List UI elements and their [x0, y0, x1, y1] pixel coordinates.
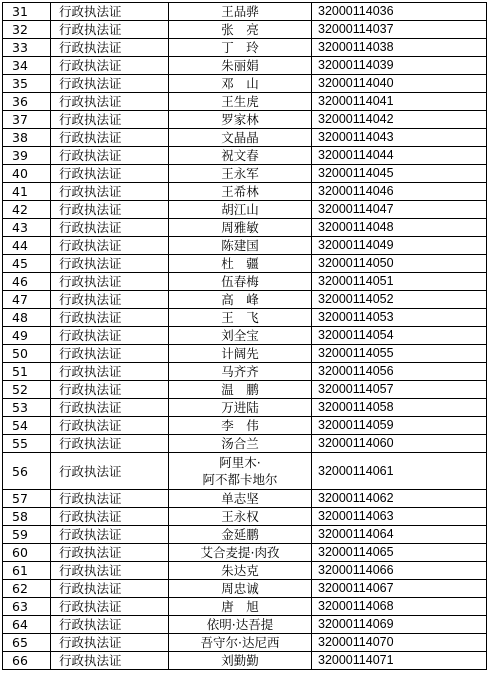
table-row	[3, 111, 487, 129]
certificate-type-cell: 行政执法证	[51, 21, 169, 39]
table-row	[3, 562, 487, 580]
holder-name-cell: 高 峰	[169, 291, 312, 309]
table-row	[3, 580, 487, 598]
table-row	[3, 255, 487, 273]
row-number-cell: 58	[3, 508, 51, 526]
table-row	[3, 616, 487, 634]
row-number-cell: 51	[3, 363, 51, 381]
holder-name-cell: 丁 玲	[169, 39, 312, 57]
certificate-type-cell: 行政执法证	[51, 490, 169, 508]
row-number-cell: 49	[3, 327, 51, 345]
certificate-type-cell: 行政执法证	[51, 562, 169, 580]
row-number-cell: 42	[3, 201, 51, 219]
holder-name-cell: 李 伟	[169, 417, 312, 435]
row-number-cell: 61	[3, 562, 51, 580]
certificate-number-cell: 32000114071	[312, 652, 487, 670]
holder-name-cell: 张 亮	[169, 21, 312, 39]
table-row	[3, 273, 487, 291]
row-number-cell: 37	[3, 111, 51, 129]
certificate-number-cell: 32000114054	[312, 327, 487, 345]
certificate-type-cell: 行政执法证	[51, 291, 169, 309]
row-number-cell: 40	[3, 165, 51, 183]
certificate-type-cell: 行政执法证	[51, 381, 169, 399]
table-row	[3, 21, 487, 39]
table-row	[3, 237, 487, 255]
certificate-number-cell: 32000114045	[312, 165, 487, 183]
table-row	[3, 508, 487, 526]
holder-name-cell: 万进陆	[169, 399, 312, 417]
row-number-cell: 54	[3, 417, 51, 435]
certificate-number-cell: 32000114042	[312, 111, 487, 129]
row-number-cell: 66	[3, 652, 51, 670]
certificate-type-cell: 行政执法证	[51, 3, 169, 21]
holder-name-cell: 王品骅	[169, 3, 312, 21]
holder-name-cell: 马齐齐	[169, 363, 312, 381]
table-row	[3, 453, 487, 490]
certificate-number-cell: 32000114051	[312, 273, 487, 291]
holder-name-cell: 罗家林	[169, 111, 312, 129]
row-number-cell: 50	[3, 345, 51, 363]
row-number-cell: 59	[3, 526, 51, 544]
row-number-cell: 53	[3, 399, 51, 417]
row-number-cell: 33	[3, 39, 51, 57]
row-number-cell: 48	[3, 309, 51, 327]
certificate-type-cell: 行政执法证	[51, 165, 169, 183]
row-number-cell: 56	[3, 453, 51, 490]
certificate-number-cell: 32000114063	[312, 508, 487, 526]
certificate-number-cell: 32000114059	[312, 417, 487, 435]
table-row	[3, 399, 487, 417]
certificate-type-cell: 行政执法证	[51, 111, 169, 129]
row-number-cell: 46	[3, 273, 51, 291]
holder-name-cell: 周忠诚	[169, 580, 312, 598]
table-row	[3, 93, 487, 111]
table-row	[3, 57, 487, 75]
holder-name-cell: 王 飞	[169, 309, 312, 327]
certificate-number-cell: 32000114040	[312, 75, 487, 93]
certificate-number-cell: 32000114065	[312, 544, 487, 562]
holder-name-cell: 唐 旭	[169, 598, 312, 616]
row-number-cell: 31	[3, 3, 51, 21]
row-number-cell: 38	[3, 129, 51, 147]
table-row	[3, 417, 487, 435]
holder-name-cell: 杜 疆	[169, 255, 312, 273]
certificate-type-cell: 行政执法证	[51, 453, 169, 490]
holder-name-cell: 金延鹏	[169, 526, 312, 544]
table-row	[3, 652, 487, 670]
table-row	[3, 129, 487, 147]
certificate-type-cell: 行政执法证	[51, 417, 169, 435]
row-number-cell: 63	[3, 598, 51, 616]
holder-name-cell: 温 鹏	[169, 381, 312, 399]
table-row	[3, 363, 487, 381]
holder-name-cell: 周雅敏	[169, 219, 312, 237]
holder-name-cell: 王希林	[169, 183, 312, 201]
certificate-type-cell: 行政执法证	[51, 652, 169, 670]
certificate-number-cell: 32000114053	[312, 309, 487, 327]
table-row	[3, 219, 487, 237]
row-number-cell: 60	[3, 544, 51, 562]
certificate-number-cell: 32000114052	[312, 291, 487, 309]
certificate-number-cell: 32000114066	[312, 562, 487, 580]
certificate-type-cell: 行政执法证	[51, 634, 169, 652]
certificate-type-cell: 行政执法证	[51, 93, 169, 111]
row-number-cell: 64	[3, 616, 51, 634]
certificate-type-cell: 行政执法证	[51, 399, 169, 417]
row-number-cell: 62	[3, 580, 51, 598]
certificate-type-cell: 行政执法证	[51, 544, 169, 562]
certificate-type-cell: 行政执法证	[51, 580, 169, 598]
certificate-number-cell: 32000114060	[312, 435, 487, 453]
table-row	[3, 345, 487, 363]
certificate-number-cell: 32000114046	[312, 183, 487, 201]
table-row	[3, 291, 487, 309]
holder-name-cell: 文晶晶	[169, 129, 312, 147]
holder-name-cell: 单志坚	[169, 490, 312, 508]
certificate-number-cell: 32000114057	[312, 381, 487, 399]
holder-name-cell: 计阔先	[169, 345, 312, 363]
certificate-number-cell: 32000114037	[312, 21, 487, 39]
table-row	[3, 309, 487, 327]
table-body	[3, 3, 487, 670]
holder-name-cell: 艾合麦提·肉孜	[169, 544, 312, 562]
holder-name-cell: 朱丽娟	[169, 57, 312, 75]
certificate-type-cell: 行政执法证	[51, 237, 169, 255]
certificate-number-cell: 32000114055	[312, 345, 487, 363]
certificate-number-cell: 32000114043	[312, 129, 487, 147]
holder-name-line: 阿不都卡地尔	[202, 472, 278, 487]
row-number-cell: 35	[3, 75, 51, 93]
table-row	[3, 147, 487, 165]
certificate-type-cell: 行政执法证	[51, 327, 169, 345]
certificate-type-cell: 行政执法证	[51, 255, 169, 273]
certificate-type-cell: 行政执法证	[51, 345, 169, 363]
table-row	[3, 544, 487, 562]
holder-name-line: 阿里木·	[219, 455, 261, 470]
row-number-cell: 41	[3, 183, 51, 201]
certificate-number-cell: 32000114044	[312, 147, 487, 165]
certificate-number-cell: 32000114061	[312, 453, 487, 490]
table-row	[3, 327, 487, 345]
certificate-number-cell: 32000114062	[312, 490, 487, 508]
row-number-cell: 43	[3, 219, 51, 237]
certificate-type-cell: 行政执法证	[51, 309, 169, 327]
row-number-cell: 57	[3, 490, 51, 508]
holder-name-cell: 依明·达吾提	[169, 616, 312, 634]
table-row	[3, 490, 487, 508]
table-row	[3, 634, 487, 652]
certificate-type-cell: 行政执法证	[51, 75, 169, 93]
holder-name-cell: 朱达克	[169, 562, 312, 580]
row-number-cell: 65	[3, 634, 51, 652]
holder-name-cell: 刘勤勤	[169, 652, 312, 670]
certificate-number-cell: 32000114069	[312, 616, 487, 634]
holder-name-cell: 伍春梅	[169, 273, 312, 291]
holder-name-cell: 王永权	[169, 508, 312, 526]
certificate-type-cell: 行政执法证	[51, 39, 169, 57]
table-row	[3, 381, 487, 399]
table-row	[3, 598, 487, 616]
row-number-cell: 45	[3, 255, 51, 273]
table-row	[3, 165, 487, 183]
certificate-number-cell: 32000114056	[312, 363, 487, 381]
certificate-type-cell: 行政执法证	[51, 183, 169, 201]
certificate-number-cell: 32000114038	[312, 39, 487, 57]
holder-name-cell	[169, 453, 312, 490]
table-row	[3, 183, 487, 201]
holder-name-cell: 刘全宝	[169, 327, 312, 345]
certificate-type-cell: 行政执法证	[51, 129, 169, 147]
table-row	[3, 75, 487, 93]
row-number-cell: 47	[3, 291, 51, 309]
table-row	[3, 526, 487, 544]
row-number-cell: 55	[3, 435, 51, 453]
certificate-type-cell: 行政执法证	[51, 435, 169, 453]
holder-name-cell: 王生虎	[169, 93, 312, 111]
certificate-type-cell: 行政执法证	[51, 616, 169, 634]
holder-name-cell: 祝文春	[169, 147, 312, 165]
holder-name-cell: 胡江山	[169, 201, 312, 219]
certificate-type-cell: 行政执法证	[51, 201, 169, 219]
holder-name-cell: 王永军	[169, 165, 312, 183]
certificate-type-cell: 行政执法证	[51, 598, 169, 616]
certificate-table	[2, 2, 487, 670]
certificate-number-cell: 32000114039	[312, 57, 487, 75]
certificate-number-cell: 32000114064	[312, 526, 487, 544]
certificate-number-cell: 32000114036	[312, 3, 487, 21]
certificate-type-cell: 行政执法证	[51, 57, 169, 75]
holder-name-cell: 吾守尔·达尼西	[169, 634, 312, 652]
row-number-cell: 36	[3, 93, 51, 111]
table-row	[3, 201, 487, 219]
holder-name-cell: 陈建国	[169, 237, 312, 255]
certificate-number-cell: 32000114068	[312, 598, 487, 616]
certificate-number-cell: 32000114041	[312, 93, 487, 111]
certificate-number-cell: 32000114048	[312, 219, 487, 237]
row-number-cell: 32	[3, 21, 51, 39]
certificate-number-cell: 32000114070	[312, 634, 487, 652]
certificate-type-cell: 行政执法证	[51, 219, 169, 237]
certificate-type-cell: 行政执法证	[51, 273, 169, 291]
table-row	[3, 435, 487, 453]
table-row	[3, 3, 487, 21]
row-number-cell: 52	[3, 381, 51, 399]
row-number-cell: 44	[3, 237, 51, 255]
row-number-cell: 34	[3, 57, 51, 75]
holder-name-cell: 邓 山	[169, 75, 312, 93]
certificate-number-cell: 32000114049	[312, 237, 487, 255]
certificate-type-cell: 行政执法证	[51, 147, 169, 165]
row-number-cell: 39	[3, 147, 51, 165]
table-row	[3, 39, 487, 57]
holder-name-cell: 汤合兰	[169, 435, 312, 453]
certificate-number-cell: 32000114050	[312, 255, 487, 273]
certificate-type-cell: 行政执法证	[51, 363, 169, 381]
certificate-number-cell: 32000114047	[312, 201, 487, 219]
certificate-type-cell: 行政执法证	[51, 526, 169, 544]
certificate-number-cell: 32000114067	[312, 580, 487, 598]
certificate-number-cell: 32000114058	[312, 399, 487, 417]
certificate-type-cell: 行政执法证	[51, 508, 169, 526]
